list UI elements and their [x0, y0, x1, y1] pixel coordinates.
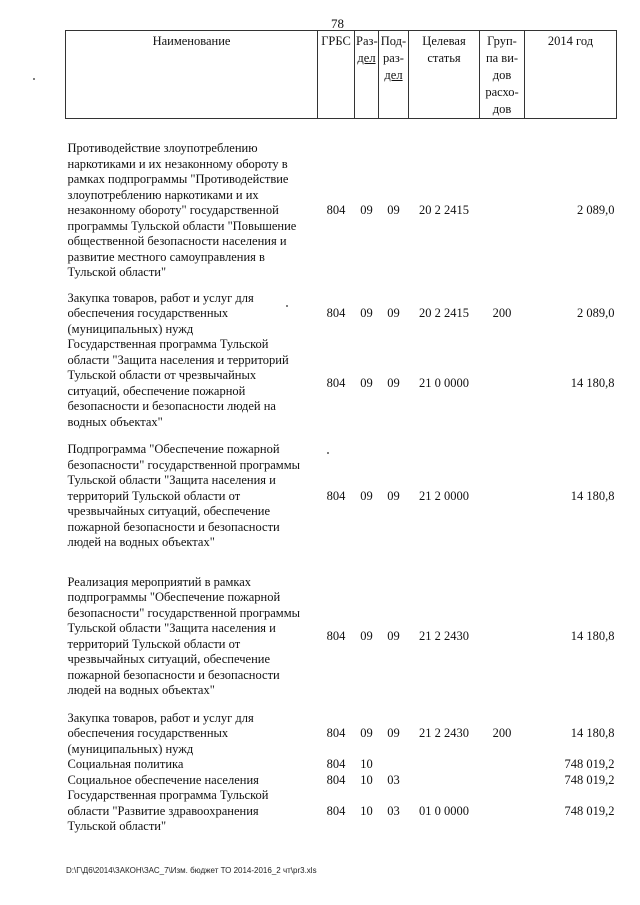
table-header-row [66, 31, 617, 119]
scan-dot [327, 452, 329, 454]
row-name [66, 442, 318, 551]
row-amount: 14 180,8 [570, 375, 615, 390]
row-name-line: людей на водных объектах" [67, 683, 215, 697]
row-name [66, 788, 318, 835]
row-name-line: Тульской области от чрезвычайных [67, 368, 257, 382]
row-name-line: Закупка товаров, работ и услуг для [67, 290, 254, 305]
row-razdel: 09 [360, 488, 373, 503]
row-razdel: 10 [360, 803, 373, 818]
row-name-line: Государственная программа Тульской [67, 788, 269, 802]
row-grbs: 804 [326, 757, 346, 771]
row-name-line: развитие местного самоуправления в [67, 249, 265, 264]
row-amount: 2 089,0 [577, 306, 615, 320]
row-name-line: пожарной безопасности и безопасности [67, 519, 280, 534]
row-target [409, 773, 480, 789]
row-name [66, 337, 318, 430]
table-row [66, 291, 617, 338]
header-target: Целевая статья [409, 31, 480, 119]
row-target: 01 0 0000 [419, 803, 469, 818]
file-path-footer: D:\Г\Д6\2014\ЗАКОН\ЗАС_7\Изм. бюджет ТО 2014-2016_2 чт\pr3.xls [66, 866, 317, 875]
table-body [66, 119, 617, 835]
row-group [480, 757, 525, 773]
row-name-line: Подпрограмма "Обеспечение пожарной [67, 442, 280, 456]
row-name-line: людей на водных объектах" [67, 535, 215, 549]
row-name-line: рамках подпрограммы "Противодействие [67, 172, 289, 186]
scan-dot [286, 305, 288, 307]
row-razdel: 09 [360, 628, 373, 643]
header-year: 2014 год [525, 31, 617, 119]
row-name [66, 757, 318, 773]
row-group [480, 575, 525, 699]
row-razdel: 10 [360, 757, 373, 771]
row-name-line: чрезвычайных ситуаций, обеспечение [67, 652, 270, 666]
row-amount: 14 180,8 [570, 726, 615, 740]
row-razdel: 09 [360, 726, 373, 740]
row-group [480, 141, 525, 281]
row-name-line: (муниципальных) нужд [67, 741, 194, 756]
row-podrazdel: 09 [387, 488, 400, 503]
row-name-line: Государственная программа Тульской [67, 337, 269, 351]
row-podrazdel: 09 [387, 306, 400, 320]
row-name-line: незаконному обороту" государственной [67, 203, 279, 217]
row-razdel: 10 [360, 772, 373, 787]
row-name-line: программы Тульской области "Повышение [67, 218, 297, 233]
row-name-line: подпрограммы "Обеспечение пожарной [67, 590, 281, 604]
row-name [66, 773, 318, 789]
row-group: 200 [492, 306, 512, 320]
row-grbs: 804 [326, 306, 346, 320]
row-target: 21 0 0000 [419, 375, 469, 390]
row-name-line: (муниципальных) нужд [67, 321, 194, 336]
row-razdel: 09 [360, 375, 373, 390]
row-grbs: 804 [326, 488, 346, 503]
row-name [66, 575, 318, 699]
row-target: 21 2 2430 [419, 726, 469, 740]
row-grbs: 804 [326, 203, 346, 217]
header-grbs: ГРБС [318, 31, 355, 119]
row-name-line: области "Развитие здравоохранения [67, 803, 259, 818]
row-amount: 14 180,8 [570, 488, 615, 503]
table-row [66, 773, 617, 789]
row-name-line: Социальное обеспечение населения [67, 772, 259, 787]
row-amount: 748 019,2 [564, 772, 615, 787]
row-target: 21 2 0000 [419, 488, 469, 503]
row-podrazdel: 09 [387, 375, 400, 390]
row-podrazdel: 03 [387, 772, 400, 787]
row-name-line: территорий Тульской области от [67, 488, 241, 503]
row-group [480, 442, 525, 551]
row-group [480, 337, 525, 430]
row-podrazdel: 03 [387, 803, 400, 818]
row-podrazdel [379, 757, 409, 773]
row-grbs: 804 [326, 375, 346, 390]
table-row [66, 442, 617, 551]
row-name-line: безопасности" государственной программы [67, 457, 301, 472]
row-name-line: Закупка товаров, работ и услуг для [67, 710, 254, 725]
row-name [66, 711, 318, 758]
row-target: 20 2 2415 [419, 203, 469, 217]
row-name-line: Социальная политика [67, 757, 184, 771]
header-group: Груп- па ви- дов расхо- дов [480, 31, 525, 119]
table-row [66, 141, 617, 281]
page-number: 78 [331, 16, 344, 31]
row-amount: 14 180,8 [570, 628, 615, 643]
row-amount: 748 019,2 [564, 803, 615, 818]
header-name: Наименование [66, 31, 318, 119]
row-name-line: наркотиками и их незаконному обороту в [67, 156, 288, 171]
row-amount: 748 019,2 [564, 757, 615, 771]
row-grbs: 804 [326, 803, 346, 818]
row-name-line: обеспечения государственных [67, 726, 229, 740]
row-name-line: водных объектах" [67, 414, 163, 429]
row-grbs: 804 [326, 628, 346, 643]
row-name-line: чрезвычайных ситуаций, обеспечение [67, 504, 270, 518]
scan-dot [33, 78, 35, 80]
row-name-line: безопасности и безопасности людей на [67, 399, 276, 413]
row-name-line: ситуаций, обеспечение пожарной [67, 383, 246, 398]
row-name-line: области "Защита населения и территорий [67, 352, 289, 367]
row-target: 20 2 2415 [419, 306, 469, 320]
row-grbs: 804 [326, 772, 346, 787]
row-podrazdel: 09 [387, 726, 400, 740]
row-name-line: Тульской области" [67, 265, 167, 279]
header-razdel: Раз- дел [355, 31, 379, 119]
row-razdel: 09 [360, 306, 373, 320]
table-row [66, 788, 617, 835]
row-podrazdel: 09 [387, 203, 400, 217]
row-name-line: Противодействие злоупотреблению [67, 141, 258, 155]
row-name-line: безопасности" государственной программы [67, 605, 301, 620]
row-razdel: 09 [360, 203, 373, 217]
row-name-line: злоупотреблению наркотиками и их [67, 187, 259, 202]
table-row [66, 757, 617, 773]
row-target [409, 757, 480, 773]
row-group [480, 773, 525, 789]
row-grbs: 804 [326, 726, 346, 740]
table-row [66, 711, 617, 758]
row-name-line: Тульской области" [67, 819, 167, 833]
row-amount: 2 089,0 [577, 203, 615, 217]
row-name-line: Тульской области "Защита населения и [67, 621, 276, 635]
table-row [66, 337, 617, 430]
row-name-line: обеспечения государственных [67, 306, 229, 320]
header-podrazdel: Под- раз- дел [379, 31, 409, 119]
row-group [480, 788, 525, 835]
table-row [66, 575, 617, 699]
row-group: 200 [492, 726, 512, 740]
row-name-line: Тульской области "Защита населения и [67, 473, 276, 487]
row-name-line: пожарной безопасности и безопасности [67, 667, 280, 682]
row-podrazdel: 09 [387, 628, 400, 643]
row-name-line: территорий Тульской области от [67, 636, 241, 651]
row-target: 21 2 2430 [419, 628, 469, 643]
row-name-line: общественной безопасности населения и [67, 234, 287, 248]
row-name [66, 141, 318, 281]
row-name-line: Реализация мероприятий в рамках [67, 574, 252, 589]
row-name [66, 291, 318, 338]
budget-table [65, 30, 617, 835]
